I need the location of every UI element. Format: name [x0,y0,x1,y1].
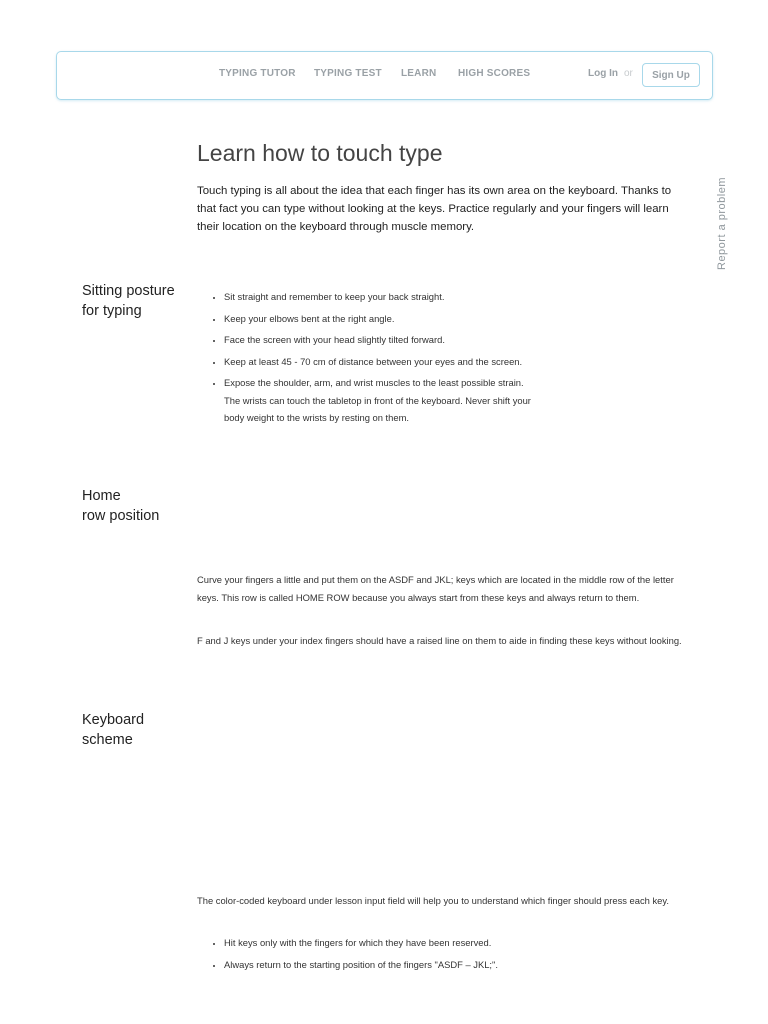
keyboard-list [209,934,644,977]
list-item: • Keep at least 45 - 70 cm of distance between your eyes and the screen. [224,353,542,371]
section-title-line: for typing [82,303,142,319]
signup-button[interactable]: Sign Up [642,63,700,87]
section-title-home-row [82,486,197,526]
section-title-line: scheme [82,732,133,748]
list-item: • Sit straight and remember to keep your back straight. [224,288,542,306]
nav-learn[interactable]: LEARN [401,68,437,79]
section-title-line: Keyboard [82,712,145,728]
section-title-line: Sitting posture [82,283,175,299]
section-title-line: Home [82,488,121,504]
keyboard-paragraph: The color-coded keyboard under lesson input field will help you to understand which finger should press each key. [197,895,669,906]
list-item: • Hit keys only with the fingers for which they have been reserved. [224,934,644,952]
login-link[interactable]: Log In [588,68,618,79]
list-item: • Always return to the starting position of the fingers "ASDF – JKL;". [224,956,644,974]
section-title-line: row position [82,508,160,524]
nav-typing-test[interactable]: TYPING TEST [314,68,382,79]
list-item: • Keep your elbows bent at the right angle. [224,310,542,328]
list-item: • Expose the shoulder, arm, and wrist muscles to the least possible strain. The wrists can touch the tabletop in front of the keyboard. Never shift your body weight to the wrists by resting on them. [224,374,542,427]
report-problem-tab[interactable]: Report a problem [716,177,728,270]
home-row-paragraph-1: Curve your fingers a little and put them on the ASDF and JKL; keys which are located in the middle row of the letter keys. This row is called HOME ROW because you always start from these keys and always return to them. [197,574,674,603]
home-row-paragraph-2: F and J keys under your index fingers should have a raised line on them to aide in finding these keys without looking. [197,635,682,646]
section-title-posture [82,281,197,321]
nav-high-scores[interactable]: HIGH SCORES [458,68,531,79]
or-separator: or [624,68,633,79]
page-title: Learn how to touch type [197,140,443,166]
list-item: • Face the screen with your head slightly tilted forward. [224,331,542,349]
posture-list [209,288,542,431]
nav-typing-tutor[interactable]: TYPING TUTOR [219,68,296,79]
intro-paragraph: Touch typing is all about the idea that each finger has its own area on the keyboard. Thanks to that fact you can type without looking at the keys. Practice regularly and your fingers will learn their location on the keyboard through muscle memory. [197,185,672,233]
section-title-keyboard [82,710,197,750]
